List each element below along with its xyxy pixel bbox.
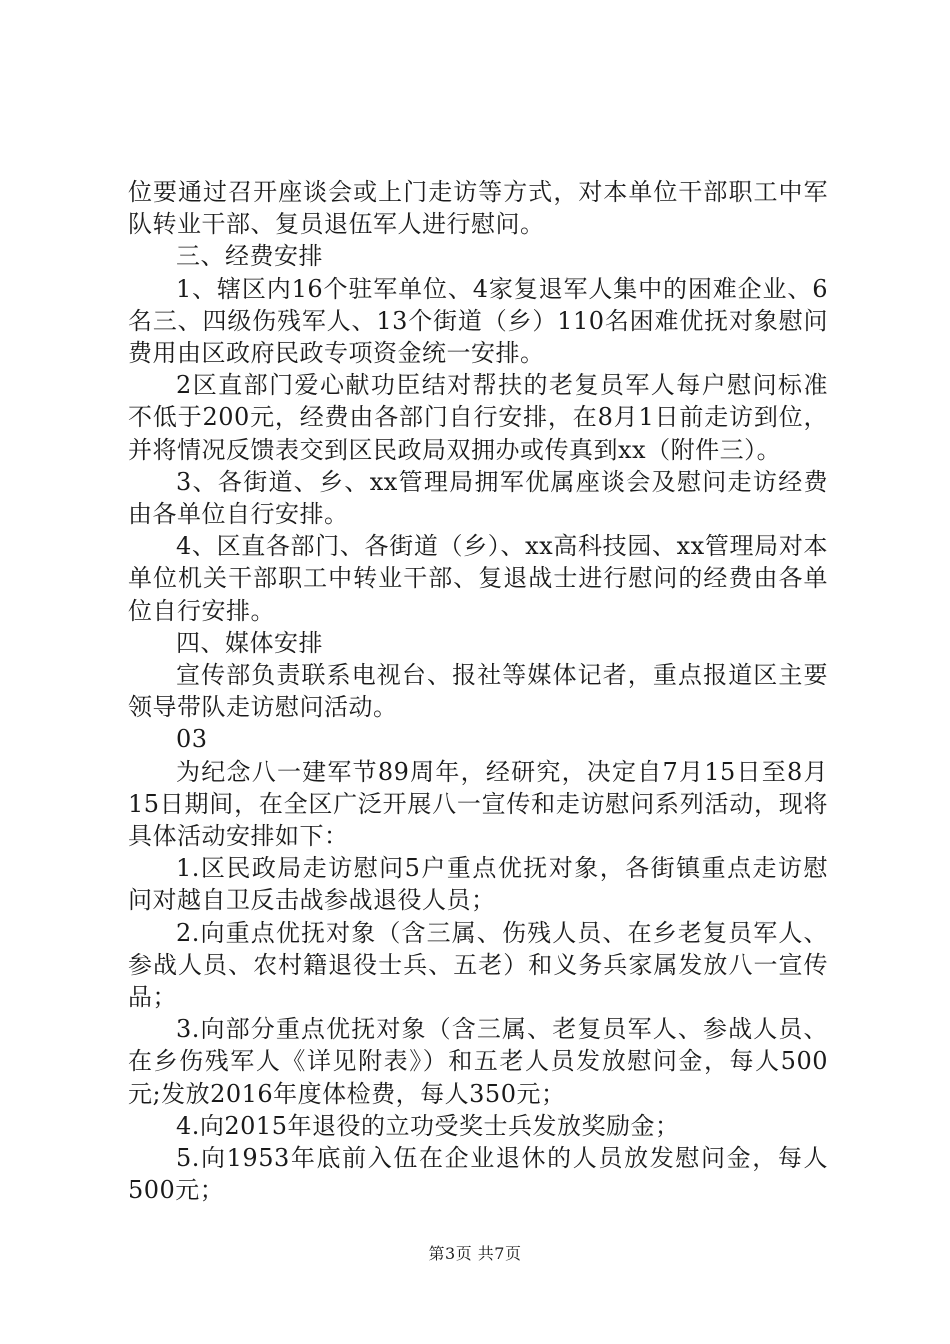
paragraph: 位要通过召开座谈会或上门走访等方式，对本单位干部职工中军队转业干部、复员退伍军人进行慰问。 bbox=[128, 178, 828, 239]
list-item: 5.向1953年底前入伍在企业退休的人员放发慰问金，每人500元； bbox=[128, 1144, 828, 1205]
document-body bbox=[128, 176, 828, 1207]
paragraph: 2区直部门爱心献功臣结对帮扶的老复员军人每户慰问标准不低于200元，经费由各部门自行安排，在8月1日前走访到位，并将情况反馈表交到区民政局双拥办或传真到xx（附件三）。 bbox=[128, 371, 828, 464]
list-item: 3.向部分重点优抚对象（含三属、老复员军人、参战人员、在乡伤残军人《详见附表》）和五老人员发放慰问金，每人500元;发放2016年度体检费，每人350元； bbox=[128, 1015, 828, 1108]
page-number-label: 第3页 共7页 bbox=[428, 1244, 522, 1263]
list-item: 2.向重点优抚对象（含三属、伤残人员、在乡老复员军人、参战人员、农村籍退役士兵、五老）和义务兵家属发放八一宣传品； bbox=[128, 918, 828, 1012]
paragraph: 宣传部负责联系电视台、报社等媒体记者，重点报道区主要领导带队走访慰问活动。 bbox=[128, 661, 828, 722]
paragraph: 为纪念八一建军节89周年，经研究，决定自7月15日至8月15日期间，在全区广泛开展八一宣传和走访慰问系列活动，现将具体活动安排如下： bbox=[128, 757, 828, 851]
list-item: 4.向2015年退役的立功受奖士兵发放奖励金； bbox=[176, 1111, 680, 1140]
section-heading: 四、媒体安排 bbox=[176, 628, 323, 657]
section-number: 03 bbox=[176, 725, 208, 754]
paragraph: 4、区直各部门、各街道（乡）、xx高科技园、xx管理局对本单位机关干部职工中转业干部、复退战士进行慰问的经费由各单位自行安排。 bbox=[128, 532, 828, 625]
section-heading: 三、经费安排 bbox=[176, 242, 323, 271]
page-footer bbox=[0, 1241, 950, 1264]
paragraph: 3、各街道、乡、xx管理局拥军优属座谈会及慰问走访经费由各单位自行安排。 bbox=[128, 467, 828, 529]
list-item: 1.区民政局走访慰问5户重点优抚对象，各街镇重点走访慰问对越自卫反击战参战退役人员； bbox=[128, 854, 828, 915]
paragraph: 1、辖区内16个驻军单位、4家复退军人集中的困难企业、6名三、四级伤残军人、13个街道（乡）110名困难优抚对象慰问费用由区政府民政专项资金统一安排。 bbox=[128, 274, 828, 368]
